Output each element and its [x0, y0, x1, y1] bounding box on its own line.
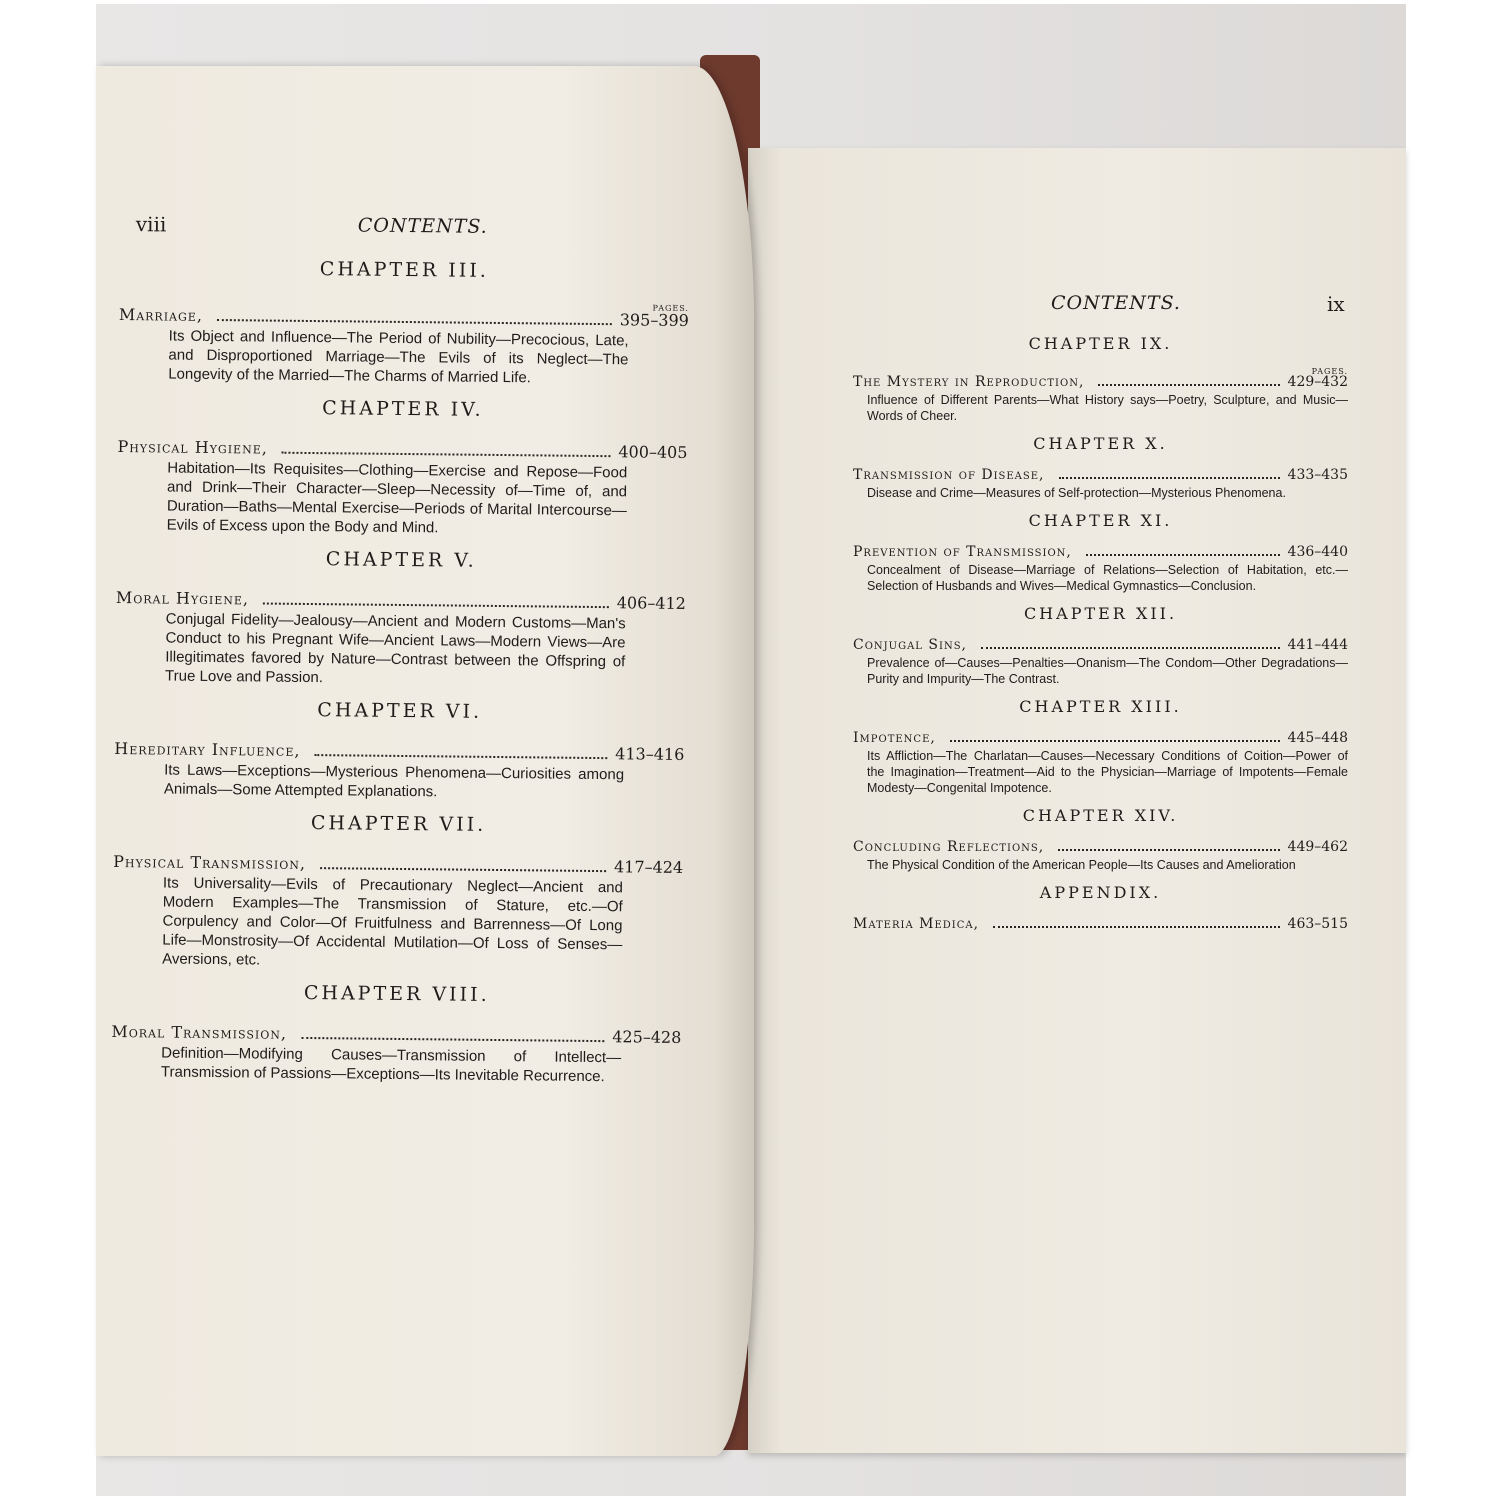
dot-leader [1059, 477, 1280, 479]
entry-pages: 433–435 [1287, 467, 1348, 483]
entry-summary: Its Laws—Exceptions—Mysterious Phenomena—Curiosities among Animals—Some Attempted Explanations. [163, 761, 625, 801]
entry-summary: Concealment of Disease—Marriage of Relations—Selection of Habitation, etc.—Selection of Husbands and Wives—Medical Gymnastics—Conclusion. [867, 563, 1348, 593]
running-title: CONTENTS. [1051, 292, 1181, 314]
chapter-section [117, 395, 688, 540]
dot-leader [950, 740, 1280, 742]
dot-leader [314, 754, 607, 759]
dot-leader [993, 926, 1279, 928]
entry-summary: The Physical Condition of the American People—Its Causes and Amelioration [867, 858, 1296, 872]
appendix-section [853, 883, 1348, 932]
entry-summary: Its Object and Influence—The Period of Nubility—Precocious, Late, and Disproportioned Marriage—The Evils of its Neglect—The Longevity of the Married—The Charms of Married Life. [168, 327, 629, 387]
right-page-content [853, 288, 1348, 932]
entry-summary: Definition—Modifying Causes—Transmission of Intellect—Transmission of Passions—Exceptions—Its Inevitable Recurrence. [160, 1044, 622, 1086]
chapter-section [118, 256, 689, 389]
entry-title: Hereditary Influence, [114, 738, 301, 760]
chapter-heading: CHAPTER VI. [317, 699, 483, 723]
dot-leader [1058, 849, 1279, 851]
toc-entry [853, 916, 1348, 932]
running-title: CONTENTS. [357, 214, 488, 238]
entry-pages: 429–432 [1287, 374, 1348, 390]
toc-entry [853, 544, 1348, 560]
entry-pages: 406–412 [616, 593, 686, 613]
entry-summary: Habitation—Its Requisites—Clothing—Exercise and Repose—Food and Drink—Their Character—Sleep—Necessity of—Time of, and Duration—Baths—Mental Exercise—Periods of Marital Intercourse—Evils of Excess upon the Body and Mind. [166, 459, 628, 537]
running-head [853, 288, 1348, 324]
entry-title: Moral Transmission, [111, 1021, 288, 1043]
entry-title: Moral Hygiene, [115, 587, 250, 609]
entry-pages: 449–462 [1287, 839, 1348, 855]
entry-title: Transmission of Disease, [853, 467, 1045, 483]
chapter-heading: CHAPTER III. [319, 258, 490, 282]
entry-title: Prevention of Transmission, [853, 544, 1072, 560]
dot-leader [282, 452, 611, 457]
dot-leader [263, 603, 609, 609]
dot-leader [217, 319, 612, 325]
chapter-heading: CHAPTER X. [1033, 434, 1168, 453]
toc-entry [853, 374, 1348, 390]
chapter-section [112, 810, 684, 974]
dot-leader [301, 1037, 604, 1042]
entry-title: The Mystery in Reproduction, [853, 374, 1085, 390]
appendix-heading: APPENDIX. [1039, 883, 1162, 902]
entry-title: Marriage, [118, 304, 204, 325]
entry-title: Physical Transmission, [113, 851, 307, 873]
entry-pages: 463–515 [1287, 916, 1348, 932]
chapter-section [115, 546, 686, 691]
chapter-section [853, 806, 1348, 873]
chapter-section [853, 697, 1348, 796]
toc-entry [853, 637, 1348, 653]
entry-pages: 445–448 [1287, 730, 1348, 746]
toc-entry [853, 467, 1348, 483]
chapter-heading: CHAPTER IX. [1028, 334, 1173, 353]
chapter-heading: CHAPTER XI. [1028, 511, 1173, 530]
entry-pages: 436–440 [1287, 544, 1348, 560]
dot-leader [981, 647, 1280, 649]
chapter-section [853, 604, 1348, 687]
entry-title: Materia Medica, [853, 916, 980, 932]
entry-pages: 417–424 [613, 857, 684, 877]
entry-title: Impotence, [853, 730, 936, 746]
page-number: viii [135, 212, 167, 237]
chapter-heading: CHAPTER V. [325, 548, 477, 572]
page-number: ix [1327, 292, 1345, 316]
chapter-heading: CHAPTER VIII. [303, 981, 490, 1006]
dot-leader [320, 867, 606, 872]
entry-summary: Influence of Different Parents—What History says—Poetry, Sculpture, and Music—Words of Cheer. [867, 393, 1348, 423]
toc-entry [853, 730, 1348, 746]
entry-summary: Its Universality—Evils of Precautionary Neglect—Ancient and Modern Examples—The Transmission of Stature, etc.—Of Corpulency and Color—Of Fruitfulness and Barrenness—Of Long Life—Monstrosity—Of Accidental Mutilation—Of Loss of Senses—Aversions, etc. [162, 874, 623, 969]
entry-title: Physical Hygiene, [117, 436, 268, 458]
chapter-section [853, 334, 1348, 424]
chapter-section [853, 511, 1348, 594]
chapter-heading: CHAPTER XIII. [1019, 697, 1182, 716]
toc-entry [853, 839, 1348, 855]
chapter-section [114, 697, 685, 804]
entry-summary: Disease and Crime—Measures of Self-protection—Mysterious Phenomena. [867, 486, 1286, 500]
pages-label: PAGES. [1311, 367, 1348, 376]
left-page-content [111, 208, 690, 1087]
dot-leader [1098, 384, 1279, 386]
entry-pages: 413–416 [615, 744, 685, 764]
chapter-section [853, 434, 1348, 501]
chapter-heading: CHAPTER XII. [1023, 604, 1178, 623]
pages-label: PAGES. [652, 303, 690, 313]
chapter-heading: CHAPTER VII. [310, 812, 487, 836]
chapter-section [111, 980, 682, 1087]
dot-leader [1086, 554, 1280, 556]
chapter-heading: CHAPTER IV. [322, 397, 484, 421]
entry-title: Concluding Reflections, [853, 839, 1045, 855]
running-head [120, 208, 690, 250]
entry-pages: 400–405 [618, 442, 688, 462]
entry-title: Conjugal Sins, [853, 637, 967, 653]
entry-summary: Its Affliction—The Charlatan—Causes—Necessary Conditions of Coition—Power of the Imagination—Treatment—Aid to the Physician—Marriage of Impotents—Female Modesty—Congenital Impotence. [867, 749, 1348, 795]
chapter-heading: CHAPTER XIV. [1022, 806, 1179, 825]
entry-summary: Conjugal Fidelity—Jealousy—Ancient and Modern Customs—Man's Conduct to his Pregnant Wife—Ancient Laws—Modern Views—Are Illegitimates favored by Nature—Contrast between the Offspring of True Love and Passion. [165, 610, 626, 687]
entry-pages: 395–399 [619, 310, 689, 330]
entry-summary: Prevalence of—Causes—Penalties—Onanism—The Condom—Other Degradations—Purity and Impurity—The Contrast. [867, 656, 1348, 686]
entry-pages: 441–444 [1287, 637, 1348, 653]
entry-pages: 425–428 [612, 1027, 682, 1047]
